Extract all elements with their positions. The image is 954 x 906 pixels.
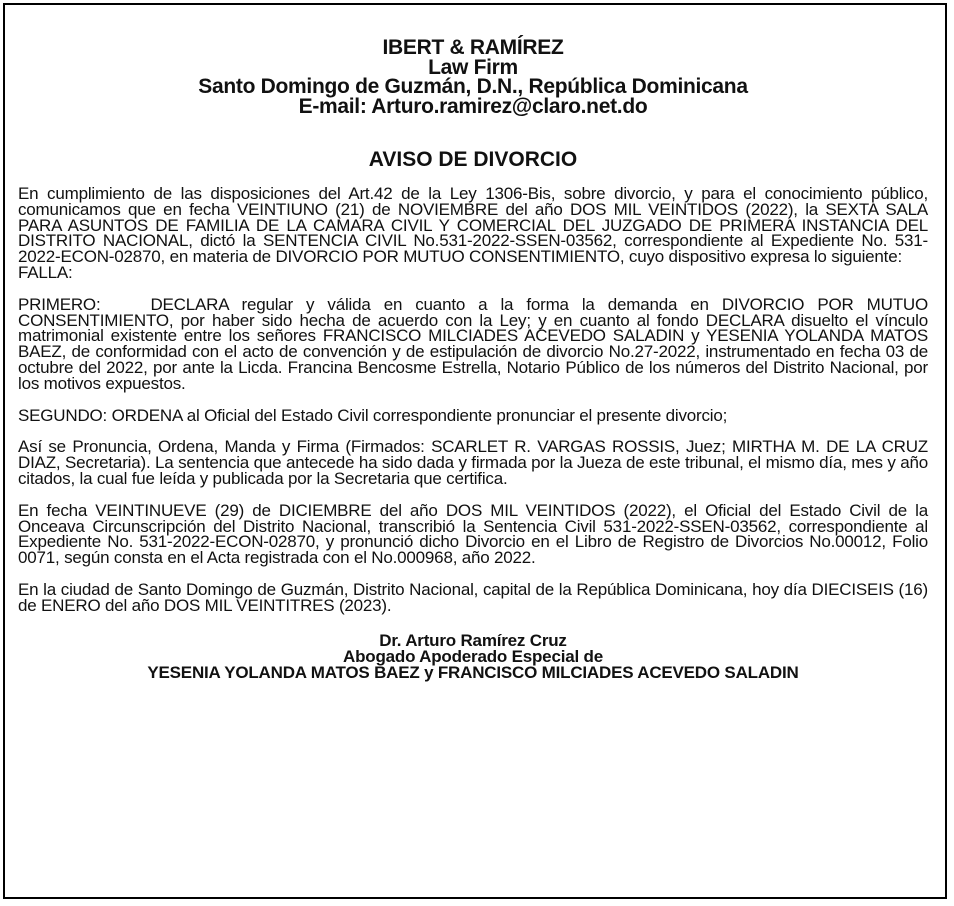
signature-block xyxy=(18,630,928,682)
primero-text: DECLARA regular y válida en cuanto a la forma la demanda en DIVORCIO POR MUTUO CONSENTIMIENTO, por haber sido hecha de acuerdo con la Ley; y en cuanto al fondo DECLARA disuelto el vínculo matrimonial existente entre los señores FRANCISCO MILCIADES ACEVEDO SALADIN y YESENIA YOLANDA MATOS BAEZ, de conformidad con el acto de convención y de estipulación de divorcio No.27-2022, instrumentado en fecha 03 de octubre del 2022, por ante la Licda. Francina Bencosme Estrella, Notario Público de los números del Distrito Nacional, por los motivos expuestos. xyxy=(18,294,928,393)
firm-name: IBERT & RAMÍREZ xyxy=(382,36,564,59)
firm-type: Law Firm xyxy=(428,55,518,79)
falla-label: FALLA: xyxy=(18,262,73,282)
firma-paragraph: Así se Pronuncia, Ordena, Manda y Firma (Firmados: SCARLET R. VARGAS ROSSIS, Juez; MIRTHA M. DE LA CRUZ DIAZ, Secretaria). La sentencia que antecede ha sido dada y firmada por la Jueza de este tribunal, el mismo día, mes y año citados, la cual fue leída y publicada por la Secretaria que certifica. xyxy=(18,437,928,488)
signer-name: Dr. Arturo Ramírez Cruz xyxy=(379,630,567,650)
signer-role: Abogado Apoderado Especial de xyxy=(343,646,603,666)
notice-body xyxy=(18,186,928,614)
primero-label: PRIMERO: xyxy=(18,294,101,314)
firm-email: E-mail: Arturo.ramirez@claro.net.do xyxy=(298,94,648,118)
legal-notice xyxy=(18,38,928,681)
letterhead xyxy=(18,38,928,116)
segundo-paragraph: SEGUNDO: ORDENA al Oficial del Estado Civil correspondiente pronunciar el presente divorcio; xyxy=(18,405,728,425)
registro-paragraph: En fecha VEINTINUEVE (29) de DICIEMBRE del año DOS MIL VEINTIDOS (2022), el Oficial del Estado Civil de la Onceava Circunscripción del Distrito Nacional, transcribió la Sentencia Civil 531-2022-SSEN-03562, correspondiente al Expediente No. 531-2022-ECON-02870, y pronunció dicho Divorcio en el Libro de Registro de Divorcios No.00012, Folio 0071, según consta en el Acta registrada con el No.000968, año 2022. xyxy=(18,500,928,568)
primero-paragraph xyxy=(18,294,928,393)
firm-location: Santo Domingo de Guzmán, D.N., República Dominicana xyxy=(198,75,748,98)
closing-paragraph: En la ciudad de Santo Domingo de Guzmán, Distrito Nacional, capital de la República Dominicana, hoy día DIECISEIS (16) de ENERO del año DOS MIL VEINTITRES (2023). xyxy=(18,579,928,615)
signer-clients: YESENIA YOLANDA MATOS BAEZ y FRANCISCO MILCIADES ACEVEDO SALADIN xyxy=(147,662,799,682)
intro-paragraph: En cumplimiento de las disposiciones del Art.42 de la Ley 1306-Bis, sobre divorcio, y para el conocimiento público, comunicamos que en fecha VEINTIUNO (21) de NOVIEMBRE del año DOS MIL VEINTIDOS (2022), la SEXTA SALA PARA ASUNTOS DE FAMILIA DE LA CAMARA CIVIL Y COMERCIAL DEL JUZGADO DE PRIMERA INSTANCIA DEL DISTRITO NACIONAL, dictó la SENTENCIA CIVIL No.531-2022-SSEN-03562, correspondiente al Expediente No. 531-2022-ECON-02870, en materia de DIVORCIO POR MUTUO CONSENTIMIENTO, cuyo dispositivo expresa lo siguiente: xyxy=(18,184,928,267)
notice-title: AVISO DE DIVORCIO xyxy=(368,148,578,171)
